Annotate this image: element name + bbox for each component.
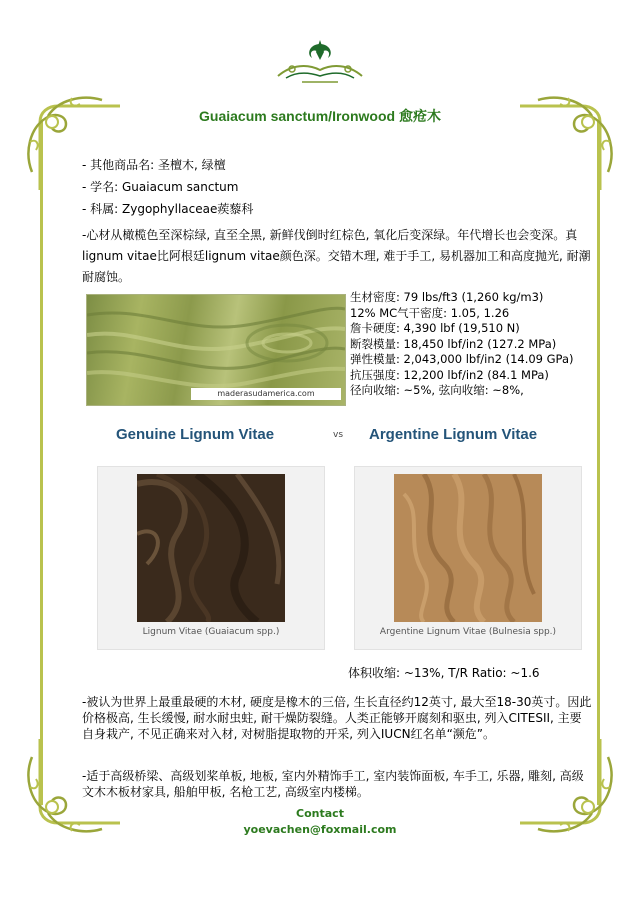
contact-label: Contact [296, 807, 344, 820]
top-ornament-icon [272, 38, 368, 84]
property-line: 抗压强度: 12,200 lbf/in2 (84.1 MPa) [350, 367, 549, 382]
description-paragraph: -心材从橄榄色至深棕绿, 直至全黑, 新鲜伐倒时红棕色, 氧化后变深绿。年代增长也会变深。真lignum vitae比阿根廷lignum vitae颜色深。交错木理, 难于手工, 易机器加工和高度抛光, 耐潮耐腐蚀。 [82, 228, 591, 284]
property-line: 生材密度: 79 lbs/ft3 (1,260 kg/m3) [350, 290, 544, 304]
genuine-sample-caption: Lignum Vitae (Guaiacum spp.) [142, 627, 280, 637]
genuine-title: Genuine Lignum Vitae [116, 426, 275, 443]
argentine-sample-caption: Argentine Lignum Vitae (Bulnesia spp.) [379, 627, 557, 637]
properties-list [350, 290, 574, 399]
photo-caption: maderasudamerica.com [191, 388, 341, 400]
property-line: 弹性模量: 2,043,000 lbf/in2 (14.09 GPa) [350, 352, 574, 366]
property-line: 断裂模量: 18,450 lbf/in2 (127.2 MPa) [350, 336, 557, 351]
contact-email-link[interactable]: yoevachen@foxmail.com [243, 823, 397, 836]
property-line: 詹卡硬度: 4,390 lbf (19,510 N) [350, 321, 520, 335]
argentine-title: Argentine Lignum Vitae [369, 426, 538, 443]
scientific-name-line: - 学名: Guaiacum sanctum [82, 180, 239, 194]
vs-label: vs [333, 430, 344, 440]
wood-grain-photo [86, 294, 346, 406]
genuine-wood-swatch [137, 474, 285, 622]
argentine-sample-card [354, 466, 582, 650]
page-title: Guaiacum sanctum/Ironwood 愈疮木 [199, 108, 441, 124]
argentine-wood-swatch [394, 474, 542, 622]
rarity-paragraph: -被认为世界上最重最硬的木材, 硬度是橡木的三倍, 生长直径约12英寸, 最大至18-30英寸。因此价格极高, 生长缓慢, 耐水耐虫蛀, 耐干燥防裂缝。人类正能够开腐刻和驱虫, 列入CITESII, 主要自身栽产, 不见正确来对入材, 对树脂提取物的开采, 列入IUCN红名单“濒危”。 [82, 695, 592, 741]
other-names-line: - 其他商品名: 圣檀木, 绿檀 [82, 158, 226, 172]
property-line: 12% MC气干密度: 1.05, 1.26 [350, 305, 510, 320]
family-line: - 科属: Zygophyllaceae蒺藜科 [82, 202, 254, 216]
genuine-sample-card [97, 466, 325, 650]
property-line: 径向收缩: ~5%, 弦向收缩: ~8%, [350, 383, 524, 397]
uses-paragraph: -适于高级桥梁、高级划桨单板, 地板, 室内外精饰手工, 室内装饰面板, 车手工, 乐器, 雕刻, 高级文木木板材家具, 船舶甲板, 名枪工艺, 高级室内楼梯。 [82, 769, 584, 799]
shrinkage-ratio-line: 体积收缩: ~13%, T/R Ratio: ~1.6 [348, 666, 540, 680]
